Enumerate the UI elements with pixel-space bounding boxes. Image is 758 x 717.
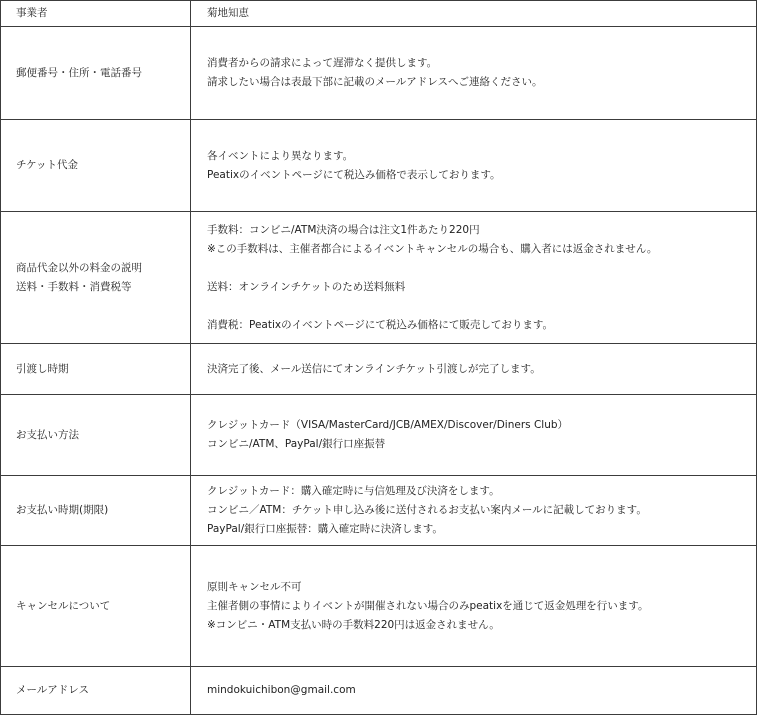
row-label-text: 事業者 (16, 7, 48, 19)
table-row-payment-methods (1, 395, 757, 476)
row-label (1, 344, 191, 395)
row-label-text: 郵便番号・住所・電話番号 (16, 66, 142, 79)
row-content-spacer (207, 297, 750, 316)
table-row-business-operator (1, 1, 757, 27)
row-content (191, 476, 757, 546)
row-content (191, 1, 757, 27)
row-label (1, 395, 191, 476)
row-content-line: クレジットカード（VISA/MasterCard/JCB/AMEX/Discover/Diners Club） (207, 419, 569, 431)
email-address-text: mindokuichibon@gmail.com (207, 684, 356, 696)
row-label (1, 212, 191, 344)
row-content-line: コンビニ/ATM、PayPal/銀行口座振替 (207, 438, 386, 450)
row-label-text: キャンセルについて (16, 599, 111, 612)
row-content-line: 消費者からの請求によって遅滞なく提供します。 (207, 57, 438, 69)
row-content (191, 667, 757, 715)
row-content-line: コンビニ／ATM：チケット申し込み後に送付されるお支払い案内メールに記載しております。 (207, 504, 647, 516)
table-row-cancellation (1, 546, 757, 667)
row-label-text: 送料・手数料・消費税等 (16, 280, 132, 293)
row-label-text: メールアドレス (16, 684, 89, 696)
row-label-text: お支払い時期(期限) (16, 504, 109, 516)
row-content (191, 546, 757, 667)
row-content-line: 消費税：Peatixのイベントページにて税込み価格にて販売しております。 (207, 318, 554, 331)
table-row-additional-fees (1, 212, 757, 344)
row-content-line: クレジットカード：購入確定時に与信処理及び決済をします。 (207, 485, 500, 497)
row-label-text: 商品代金以外の料金の説明 (16, 261, 142, 274)
row-label-text: お支払い方法 (16, 428, 79, 441)
table-row-delivery-time (1, 344, 757, 395)
row-content-line: 送料：オンラインチケットのため送料無料 (207, 280, 406, 293)
row-content-line: Peatixのイベントページにて税込み価格で表示しております。 (207, 168, 501, 181)
row-label (1, 27, 191, 120)
row-label (1, 476, 191, 546)
row-content-line: 手数料：コンビニ/ATM決済の場合は注文1件あたり220円 (207, 223, 480, 236)
row-label (1, 1, 191, 27)
row-content-line: 請求したい場合は表最下部に記載のメールアドレスへご連絡ください。 (207, 76, 543, 88)
row-content-line: PayPal/銀行口座振替：購入確定時に決済します。 (207, 523, 443, 535)
row-content-line: 菊地知恵 (207, 7, 249, 19)
row-content-line: 決済完了後、メール送信にてオンラインチケット引渡しが完了します。 (207, 362, 541, 375)
row-label (1, 667, 191, 715)
row-content (191, 212, 757, 344)
row-content-line: ※この手数料は、主催者都合によるイベントキャンセルの場合も、購入者には返金されません。 (207, 242, 658, 255)
table-row-email-address (1, 667, 757, 715)
table-row-ticket-price (1, 120, 757, 212)
row-content (191, 120, 757, 212)
table-row-contact-info (1, 27, 757, 120)
row-content (191, 395, 757, 476)
table-row-payment-timing (1, 476, 757, 546)
row-label (1, 546, 191, 667)
row-content-line: 主催者側の事情によりイベントが開催されない場合のみpeatixを通じて返金処理を行います。 (207, 599, 649, 612)
row-content-line: 原則キャンセル不可 (207, 580, 302, 593)
row-label-text: チケット代金 (16, 159, 79, 171)
row-label (1, 120, 191, 212)
row-content (191, 344, 757, 395)
row-content (191, 27, 757, 120)
row-content-line: ※コンビニ・ATM支払い時の手数料220円は返金されません。 (207, 618, 500, 631)
row-content-line: 各イベントにより異なります。 (207, 149, 354, 162)
row-label-text: 引渡し時期 (16, 362, 69, 375)
row-content-spacer (207, 259, 750, 278)
